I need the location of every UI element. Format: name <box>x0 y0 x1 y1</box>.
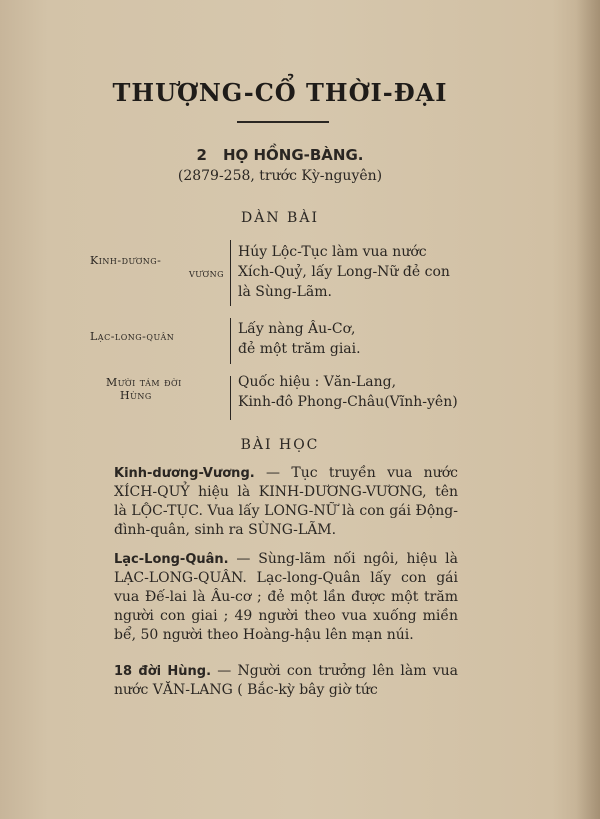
outline-label-line: Hùng <box>120 389 152 402</box>
outline-label-line: vương <box>189 267 224 280</box>
lesson-paragraph <box>114 464 458 540</box>
outline-divider <box>230 318 231 364</box>
chapter-dates: (2879-258, trước Kỳ-nguyên) <box>177 168 383 184</box>
paragraph-lead: Kinh-dương-Vương. <box>114 466 255 481</box>
outline-text-line: Lấy nàng Âu-Cơ, <box>238 321 356 337</box>
lesson-paragraph <box>114 662 458 700</box>
outline-text <box>238 372 478 412</box>
paragraph-lead: Lạc-Long-Quân. <box>114 552 229 567</box>
outline-label-line: Kinh-dương- <box>90 254 162 267</box>
outline-label-line: Lạc-long-quân <box>90 330 175 343</box>
outline-divider <box>230 376 231 420</box>
outline-text-line: là Sùng-Lãm. <box>238 284 332 300</box>
page-title: THƯỢNG-CỔ THỜI-ĐẠI <box>112 78 448 107</box>
lesson-paragraph <box>114 550 458 645</box>
outline-row <box>90 372 490 420</box>
paragraph-text: — Người con trưởng lên làm vua nước VĂN-LANG ( Bắc-kỳ bây giờ tức <box>114 663 458 698</box>
outline-text-line: Kinh-đô Phong-Châu(Vĩnh-yên) <box>238 394 458 410</box>
outline-text-line: Húy Lộc-Tục làm vua nước <box>238 244 427 260</box>
outline-row <box>90 240 490 308</box>
paragraph-text: — Sùng-lãm nối ngôi, hiệu là LẠC-LONG-QUÂN. Lạc-long-Quân lấy con gái vua Đế-lai là Âu-cơ ; đẻ một lần được một trăm người con giai ; 49 người theo vua xuống miền bể, 50 người theo Hoàng-hậu lên mạn núi. <box>114 551 458 643</box>
outline-label <box>90 330 228 343</box>
chapter-heading <box>0 146 560 164</box>
outline-row <box>90 318 490 364</box>
outline-text <box>238 242 478 302</box>
outline-text-line: đẻ một trăm giai. <box>238 341 361 357</box>
outline-text <box>238 319 478 359</box>
chapter-number: 2 <box>196 146 207 164</box>
paragraph-lead: 18 đời Hùng. <box>114 664 212 679</box>
chapter-title: HỌ HỒNG-BÀNG. <box>222 146 364 164</box>
outline-label-line: Mười tám đời <box>106 376 182 389</box>
title-underline <box>237 121 329 123</box>
page-edge-shadow <box>576 0 600 819</box>
outline-text-line: Xích-Quỷ, lấy Long-Nữ đẻ con <box>238 264 450 280</box>
outline-text-line: Quốc hiệu : Văn-Lang, <box>238 374 397 390</box>
lesson-heading: BÀI HỌC <box>240 437 320 453</box>
paragraph-text: — Tục truyền vua nước XÍCH-QUỶ hiệu là KINH-DƯƠNG-VƯƠNG, tên là LỘC-TỤC. Vua lấy LONG-NỮ là con gái Động-đình-quân, sinh ra SÙNG-LÃM. <box>114 465 458 538</box>
outline-label <box>90 254 228 280</box>
outline-label <box>90 376 228 402</box>
outline-heading: DÀN BÀI <box>241 210 319 226</box>
outline-divider <box>230 240 231 306</box>
